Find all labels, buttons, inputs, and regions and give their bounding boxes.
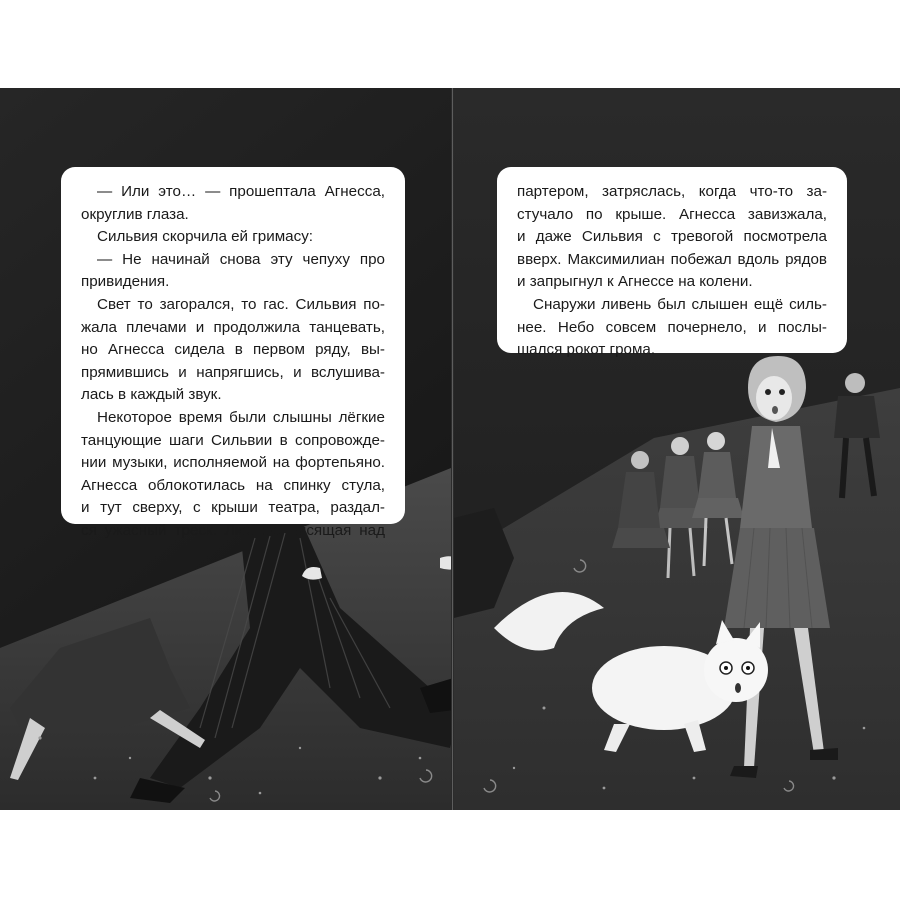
text-line: ся ужасный треск. Люстра, висящая над <box>81 521 385 539</box>
text-line: лась в каждый звук. <box>81 386 222 404</box>
left-text-box <box>61 167 405 539</box>
text-line: нее. Небо совсем почернело, и послы- <box>517 318 827 336</box>
text-line: привидения. <box>81 273 170 291</box>
text-line: вверх. Максимилиан побежал вдоль рядов <box>517 250 827 268</box>
right-page <box>454 88 900 810</box>
text-line: Некоторое время были слышны лёгкие <box>97 408 385 426</box>
text-line: Свет то загорался, то гас. Сильвия по- <box>97 295 385 313</box>
text-line: — Или это… — прошептала Агнесса, <box>97 183 385 200</box>
text-line: нии музыки, исполняемой на фортепьяно. <box>81 454 385 472</box>
text-line: — Не начинай снова эту чепуху про <box>97 250 385 268</box>
text-line: шался рокот грома. <box>517 341 656 359</box>
text-line: и запрыгнул к Агнессе на колени. <box>517 273 753 291</box>
text-line: округлив глаза. <box>81 205 189 223</box>
text-line: стучало по крыше. Агнесса завизжала, <box>517 205 827 223</box>
right-text-box <box>497 167 847 359</box>
left-page <box>0 88 451 810</box>
text-line: танцующие шаги Сильвии в сопровожде- <box>81 431 385 449</box>
book-spread <box>0 88 900 810</box>
text-line: и даже Сильвия с тревогой посмотрела <box>517 228 827 246</box>
text-line: и тут сверху, с крыши театра, раздал- <box>81 499 385 517</box>
text-line: Агнесса облокотилась на спинку стула, <box>81 476 385 494</box>
text-line: жала плечами и продолжила танцевать, <box>81 318 385 336</box>
hand <box>440 556 451 569</box>
text-line: прямившись и напрягшись, и вслушива- <box>81 363 385 381</box>
text-line: Сильвия скорчила ей гримасу: <box>97 228 314 246</box>
text-line: но Агнесса сидела в первом ряду, вы- <box>81 341 385 359</box>
text-line: партером, затряслась, когда что-то за- <box>517 183 827 200</box>
text-line: Снаружи ливень был слышен ещё силь- <box>533 295 827 313</box>
